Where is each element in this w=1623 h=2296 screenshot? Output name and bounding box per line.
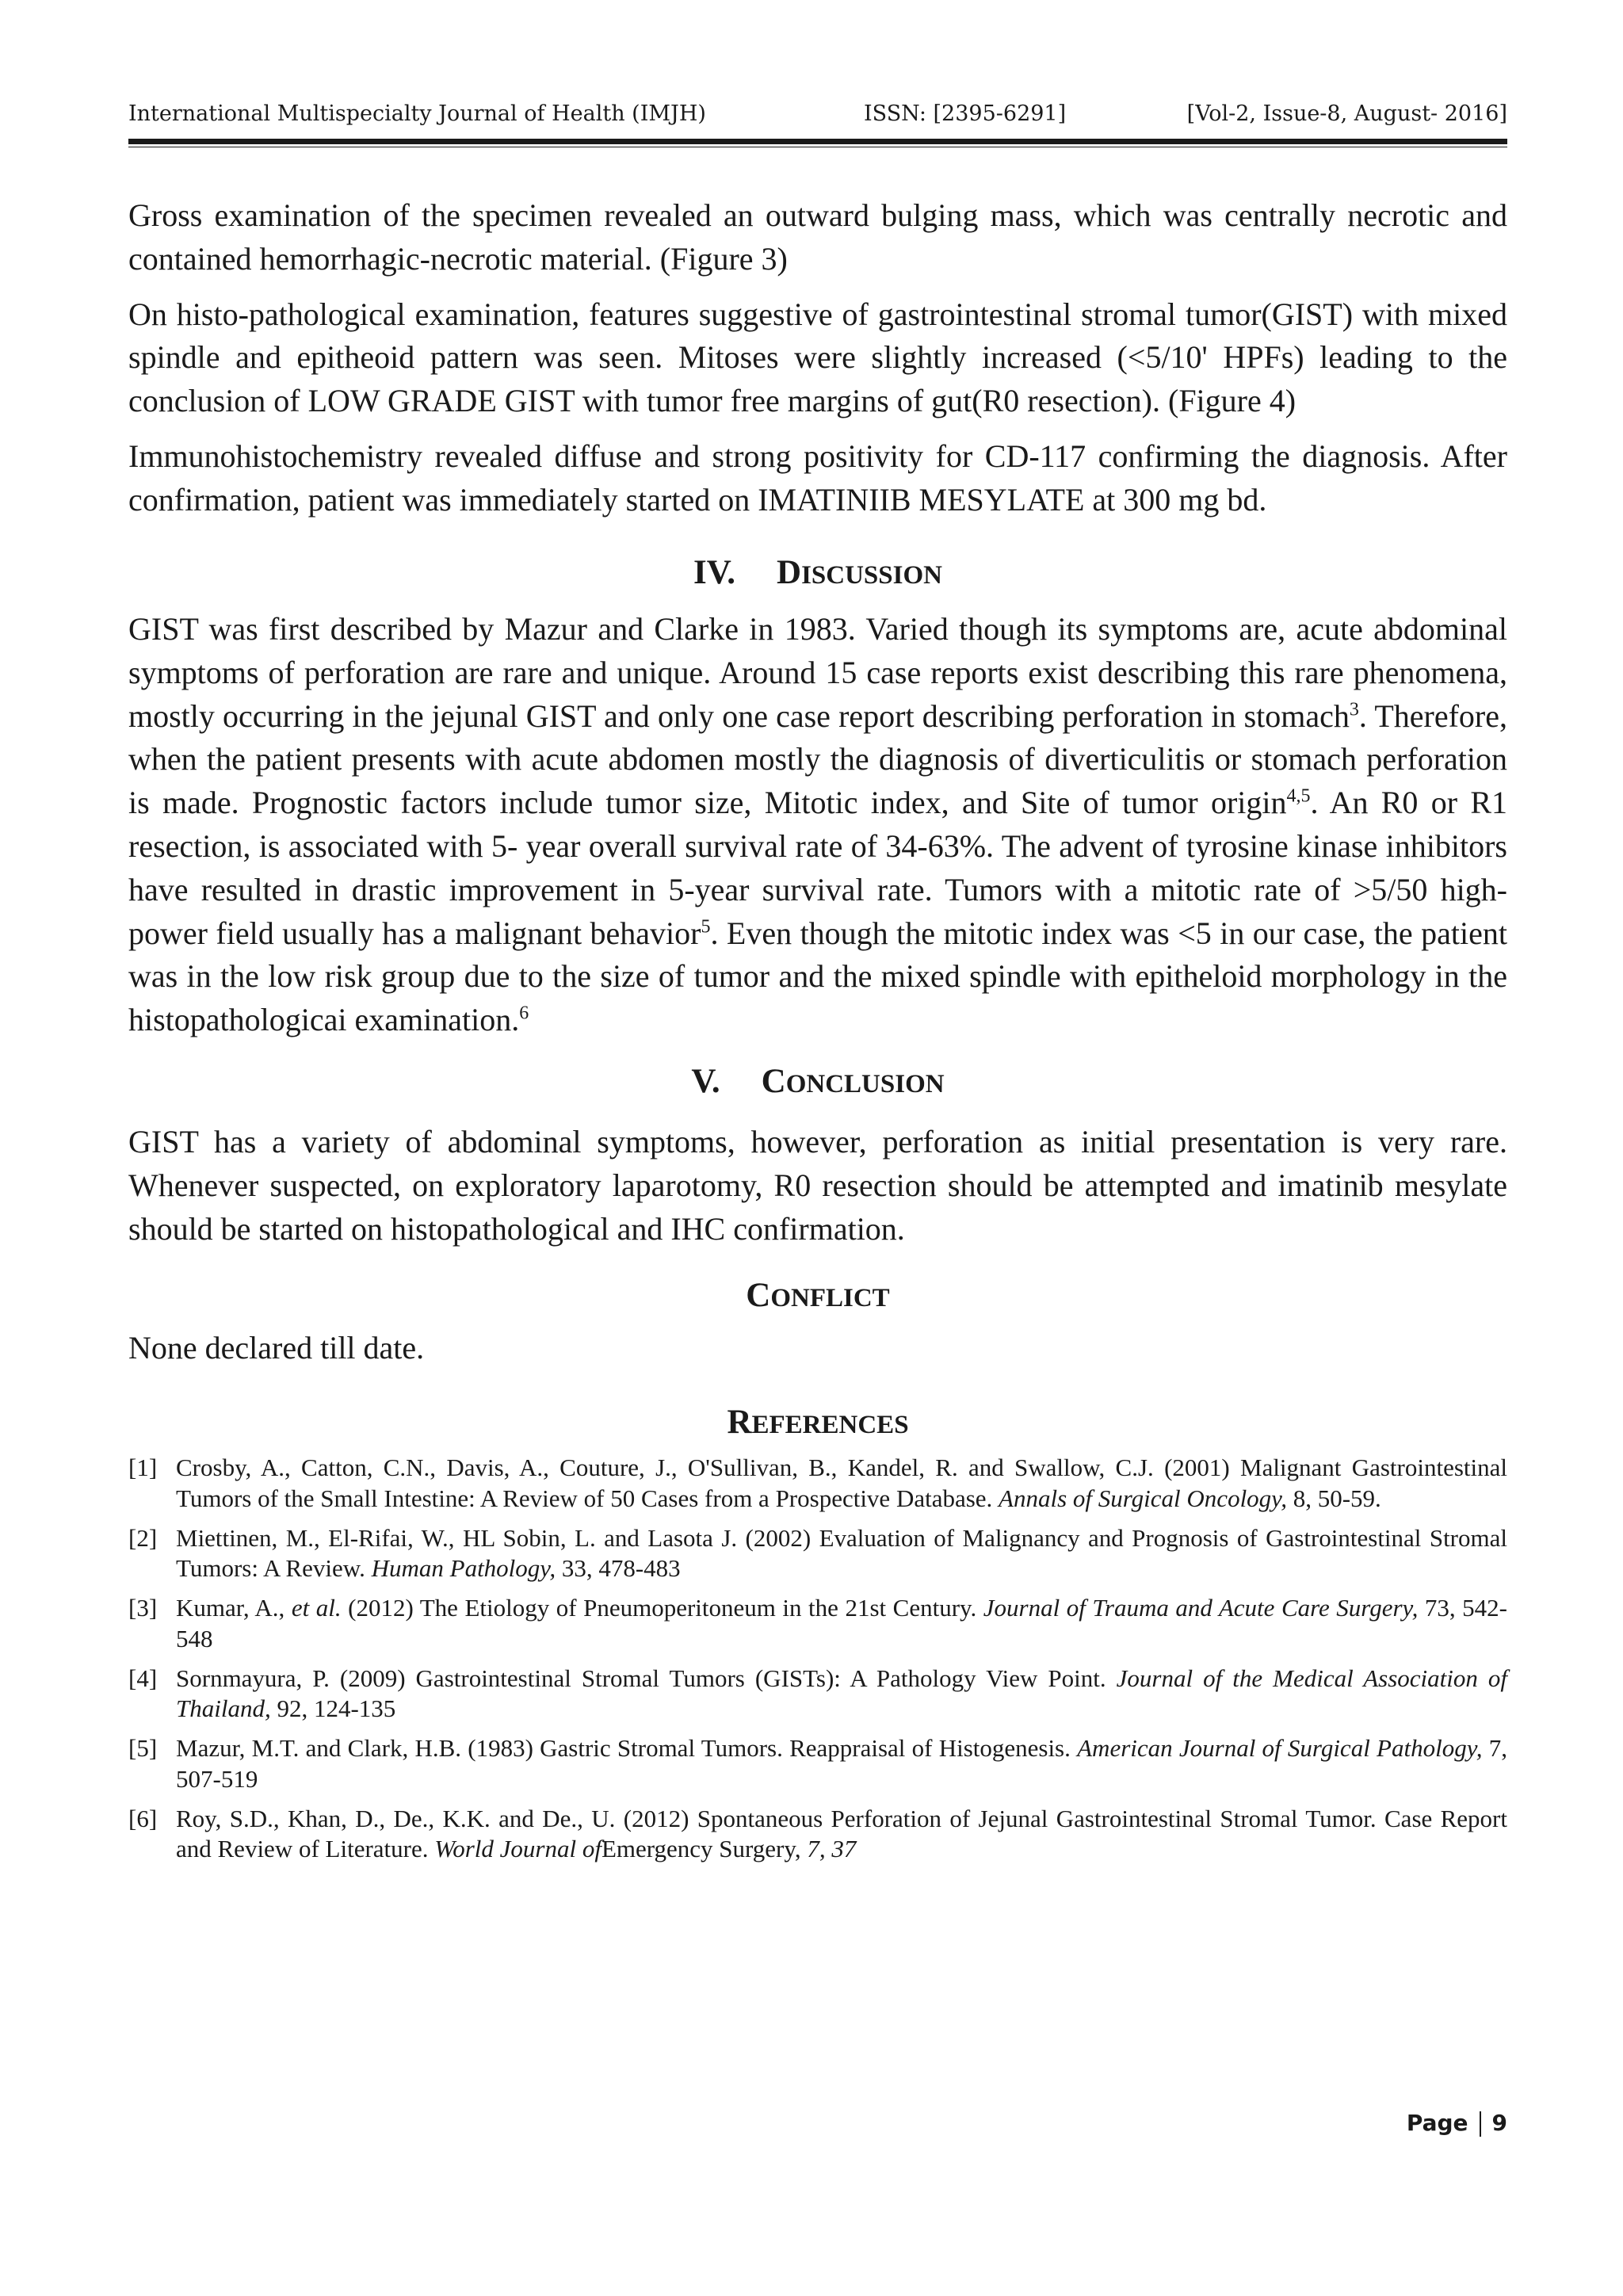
paragraph-gross-exam: Gross examination of the specimen revealed an outward bulging mass, which was centrally necrotic and contained hemorrhagic-necrotic material. (Figure 3) — [128, 197, 1507, 277]
page-number: 9 — [1491, 2110, 1507, 2136]
header-rule — [128, 139, 1507, 144]
conclusion-text: GIST has a variety of abdominal symptoms, however, perforation as initial presentation is very rare. Whenever suspected, on exploratory laparotomy, R0 resection should be attempted and imatinib mesylate should be started on histopathological and IHC confirmation. — [128, 1124, 1507, 1247]
citation-sup: 6 — [519, 1003, 529, 1024]
heading-initial: C — [761, 1063, 786, 1100]
issn: ISSN: [2395-6291] — [864, 101, 1067, 126]
reference-text: Mazur, M.T. and Clark, H.B. (1983) Gastric Stromal Tumors. Reappraisal of Histogenesis. — [176, 1734, 1078, 1762]
footer-separator — [1480, 2111, 1481, 2137]
reference-text: Crosby, A., Catton, C.N., Davis, A., Couture, J., O'Sullivan, B., Kandel, R. and Swallow, C.J. (2001) Malignant Gastrointestinal Tumors of the Small Intestine: A Review of 50 Cases from a Prospective Database. — [176, 1454, 1507, 1512]
discussion-paragraph — [128, 608, 1507, 1042]
reference-volume: 33, 478-483 — [556, 1554, 681, 1582]
conflict-text: None declared till date. — [128, 1330, 425, 1366]
reference-journal: Annals of Surgical Oncology, — [999, 1484, 1287, 1512]
citation-sup: 4,5 — [1286, 785, 1311, 807]
citation-sup: 3 — [1349, 699, 1359, 720]
reference-item — [128, 1733, 1507, 1794]
results-paragraphs — [128, 194, 1507, 522]
conclusion-paragraph — [128, 1121, 1507, 1251]
reference-journal: Journal of Trauma and Acute Care Surgery, — [983, 1594, 1419, 1622]
reference-text: Sornmayura, P. (2009) Gastrointestinal Stromal Tumors (GISTs): A Pathology View Point. — [176, 1664, 1117, 1692]
reference-text: Roy, S.D., Khan, D., De., K.K. and De., U. (2012) Spontaneous Perforation of Jejunal Gastrointestinal Stromal Tumor. Case Report and Review of Literature. — [176, 1804, 1507, 1862]
paragraph-histopathology: On histo-pathological examination, features suggestive of gastrointestinal stromal tumor(GIST) with mixed spindle and epitheoid pattern was seen. Mitoses were slightly increased (<5/10' HPFs) leading to the conclusion of LOW GRADE GIST with tumor free margins of gut(R0 resection). (Figure 4) — [128, 296, 1507, 419]
reference-item — [128, 1593, 1507, 1654]
reference-volume: 7, 507-519 — [176, 1734, 1508, 1793]
journal-name: International Multispecialty Journal of Health (IMJH) — [128, 101, 706, 126]
section-number: IV. — [693, 554, 735, 591]
section-heading-conflict — [128, 1276, 1507, 1315]
reference-list — [128, 1453, 1507, 1874]
section-heading-discussion — [128, 553, 1507, 592]
discussion-text: . Therefore, when the patient presents with acute abdomen mostly the diagnosis of diverticulitis or stomach perforation is made. Prognostic factors include tumor size, Mitotic index, and Site of tumor origin — [128, 697, 1507, 821]
heading-rest: EFERENCES — [751, 1411, 909, 1439]
heading-rest: ONFLICT — [770, 1284, 890, 1312]
reference-item — [128, 1664, 1507, 1725]
heading-rest: ONCLUSION — [785, 1070, 945, 1098]
reference-journal: World Journal of — [434, 1835, 601, 1862]
reference-number: [5] — [128, 1734, 158, 1762]
section-heading-references — [128, 1403, 1507, 1442]
reference-et-al: et al. — [291, 1594, 342, 1622]
reference-text: (2012) The Etiology of Pneumoperitoneum in the 21st Century. — [341, 1594, 983, 1622]
conflict-paragraph — [128, 1327, 1507, 1370]
reference-volume: Emergency Surgery, — [601, 1835, 808, 1862]
page-footer — [1407, 2110, 1507, 2137]
reference-number: [3] — [128, 1594, 158, 1622]
volume-issue: [Vol-2, Issue-8, August- 2016] — [1186, 101, 1507, 126]
discussion-text: . Even though the mitotic index was <5 in our case, the patient was in the low risk group due to the size of tumor and the mixed spindle with epitheloid morphology in the histopathologicai examination. — [128, 915, 1507, 1038]
reference-item — [128, 1453, 1507, 1514]
citation-sup: 5 — [701, 916, 711, 938]
reference-journal: American Journal of Surgical Pathology, — [1077, 1734, 1483, 1762]
heading-rest: ISCUSSION — [801, 561, 942, 590]
heading-initial: R — [727, 1404, 752, 1441]
reference-text: Miettinen, M., El-Rifai, W., HL Sobin, L. and Lasota J. (2002) Evaluation of Malignancy and Prognosis of Gastrointestinal Stromal Tumors: A Review. — [176, 1523, 1507, 1582]
reference-journal: Journal of the Medical Association of Thailand, — [176, 1664, 1508, 1722]
reference-item — [128, 1804, 1507, 1865]
reference-journal: Human Pathology, — [371, 1554, 556, 1582]
reference-number: [2] — [128, 1523, 158, 1552]
heading-initial: D — [777, 554, 802, 591]
reference-volume: 92, 124-135 — [270, 1694, 396, 1722]
reference-number: [4] — [128, 1664, 158, 1692]
reference-volume-italic: 7, 37 — [807, 1835, 857, 1862]
reference-number: [6] — [128, 1804, 158, 1832]
section-number: V. — [691, 1063, 720, 1100]
reference-item — [128, 1523, 1507, 1584]
running-header — [128, 101, 1507, 135]
reference-volume: 8, 50-59. — [1286, 1484, 1381, 1512]
discussion-text: GIST was first described by Mazur and Clarke in 1983. Varied though its symptoms are, acute abdominal symptoms of perforation are rare and unique. Around 15 case reports exist describing this rare phenomena, mostly occurring in the jejunal GIST and only one case report describing perforation in stomach — [128, 611, 1507, 734]
reference-number: [1] — [128, 1454, 158, 1481]
page-label: Page — [1406, 2110, 1468, 2136]
reference-volume: 73, 542-548 — [176, 1594, 1507, 1652]
paragraph-immunohistochemistry: Immunohistochemistry revealed diffuse and strong positivity for CD-117 confirming the diagnosis. After confirmation, patient was immediately started on IMATINIIB MESYLATE at 300 mg bd. — [128, 437, 1507, 518]
discussion-text: . An R0 or R1 resection, is associated with 5- year overall survival rate of 34-63%. The advent of tyrosine kinase inhibitors have resulted in drastic improvement in 5-year survival rate. Tumors with a mitotic rate of >5/50 high-power field usually has a malignant behavior — [128, 785, 1508, 951]
heading-initial: C — [746, 1277, 771, 1314]
reference-authors: Kumar, A., — [176, 1594, 292, 1622]
section-heading-conclusion — [128, 1062, 1507, 1101]
